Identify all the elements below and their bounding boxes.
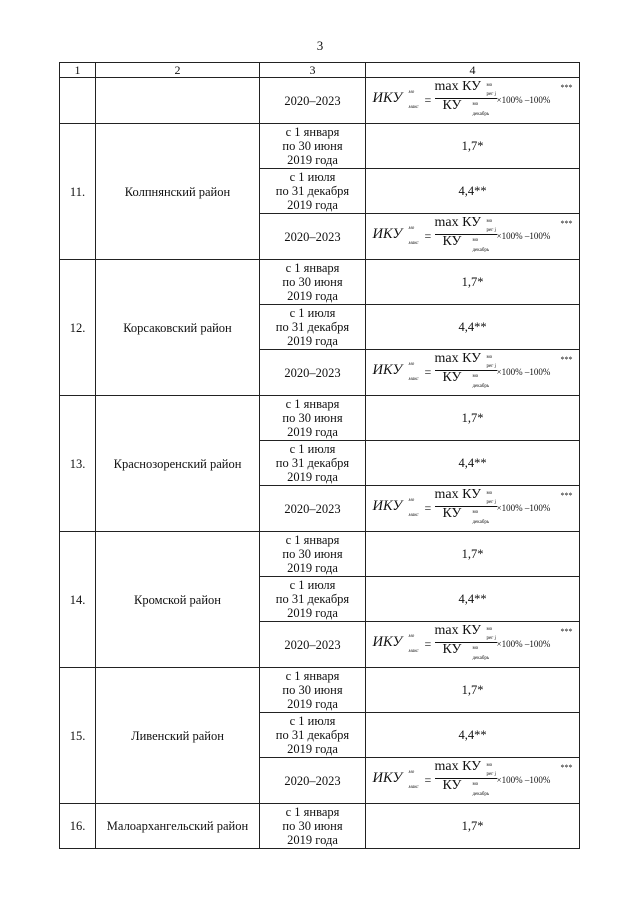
value-cell [366, 78, 580, 124]
value-cell [366, 622, 580, 668]
period-line: с 1 июля [289, 170, 336, 184]
formula-lhs-sup: мо [408, 362, 415, 367]
header-cell: 1 [60, 63, 96, 78]
table-row [60, 804, 580, 849]
formula-numerator-sub: рег j [486, 636, 496, 641]
period-cell [260, 260, 366, 305]
formula-numerator-sub: рег j [486, 500, 496, 505]
formula-denominator-sub: декабрь [472, 248, 490, 253]
table-row [60, 124, 580, 169]
period-line: по 31 декабря [275, 320, 350, 334]
formula-lhs-sub: макс [408, 241, 419, 246]
period-line: по 30 июня [282, 547, 343, 561]
period-line: 2019 года [287, 833, 338, 847]
period-cell [260, 713, 366, 758]
district-name-cell: Колпнянский район [96, 124, 260, 260]
formula-lhs-sup: мо [408, 90, 415, 95]
period-line: 2019 года [287, 198, 338, 212]
formula-denominator-sub: декабрь [472, 656, 490, 661]
formula-lhs: ИКУ [372, 226, 403, 242]
period-line: 2019 года [287, 425, 338, 439]
formula-numerator-sup: мо [486, 763, 493, 768]
district-name-cell [96, 78, 260, 124]
formula-equals: = [424, 93, 432, 107]
formula-numerator-sup: мо [486, 627, 493, 632]
tariff-table [59, 62, 580, 849]
formula-lhs-sub: макс [408, 105, 419, 110]
period-line: по 30 июня [282, 139, 343, 153]
formula-lhs-sup: мо [408, 498, 415, 503]
period-cell [260, 396, 366, 441]
index-formula [369, 351, 577, 391]
row-number-cell: 11. [60, 124, 96, 260]
period-line: 2019 года [287, 153, 338, 167]
period-cell [260, 532, 366, 577]
formula-denominator: КУ [442, 370, 462, 385]
value-cell: 1,7* [366, 804, 580, 849]
formula-denominator-sub: декабрь [472, 112, 490, 117]
value-cell: 4,4** [366, 577, 580, 622]
formula-footnote-mark: *** [560, 355, 573, 364]
period-cell: 2020–2023 [260, 758, 366, 804]
period-cell [260, 124, 366, 169]
period-line: 2019 года [287, 561, 338, 575]
value-cell: 1,7* [366, 260, 580, 305]
formula-equals: = [424, 501, 432, 515]
formula-tail: ×100% –100% [496, 503, 551, 513]
period-cell: 2020–2023 [260, 78, 366, 124]
formula-denominator-sub: декабрь [472, 792, 490, 797]
formula-denominator-sub: декабрь [472, 384, 490, 389]
period-line: по 31 декабря [275, 592, 350, 606]
period-cell: 2020–2023 [260, 622, 366, 668]
period-cell [260, 305, 366, 350]
formula-denominator-sub: декабрь [472, 520, 490, 525]
formula-denominator-sup: мо [472, 238, 479, 243]
formula-numerator-sup: мо [486, 491, 493, 496]
formula-footnote-mark: *** [560, 491, 573, 500]
period-line: с 1 января [285, 261, 340, 275]
header-cell: 3 [260, 63, 366, 78]
formula-numerator-sup: мо [486, 355, 493, 360]
value-cell [366, 758, 580, 804]
period-cell [260, 668, 366, 713]
index-formula [369, 215, 577, 255]
formula-lhs-sup: мо [408, 226, 415, 231]
formula-numerator: max КУ [434, 351, 482, 366]
formula-lhs-sub: макс [408, 513, 419, 518]
period-cell [260, 169, 366, 214]
period-line: по 30 июня [282, 411, 343, 425]
value-cell: 4,4** [366, 713, 580, 758]
period-line: по 30 июня [282, 819, 343, 833]
table-row [60, 668, 580, 713]
row-number-cell [60, 78, 96, 124]
formula-tail: ×100% –100% [496, 95, 551, 105]
period-line: с 1 июля [289, 714, 336, 728]
period-line: с 1 января [285, 125, 340, 139]
formula-tail: ×100% –100% [496, 231, 551, 241]
formula-lhs-sup: мо [408, 634, 415, 639]
index-formula [369, 759, 577, 799]
header-row [60, 63, 580, 78]
formula-tail: ×100% –100% [496, 775, 551, 785]
table-row [60, 396, 580, 441]
period-line: с 1 января [285, 397, 340, 411]
row-number-cell: 12. [60, 260, 96, 396]
period-cell: 2020–2023 [260, 486, 366, 532]
period-line: с 1 января [285, 669, 340, 683]
page-number: 3 [316, 38, 324, 53]
formula-equals: = [424, 365, 432, 379]
formula-denominator: КУ [442, 778, 462, 793]
row-number-cell: 16. [60, 804, 96, 849]
formula-equals: = [424, 637, 432, 651]
district-name-cell: Кромской район [96, 532, 260, 668]
value-cell: 1,7* [366, 124, 580, 169]
period-cell [260, 804, 366, 849]
formula-lhs: ИКУ [372, 90, 403, 106]
value-cell: 1,7* [366, 532, 580, 577]
formula-numerator: max КУ [434, 759, 482, 774]
formula-lhs: ИКУ [372, 498, 403, 514]
formula-numerator: max КУ [434, 79, 482, 94]
formula-denominator: КУ [442, 234, 462, 249]
formula-footnote-mark: *** [560, 627, 573, 636]
period-line: 2019 года [287, 742, 338, 756]
formula-equals: = [424, 773, 432, 787]
district-name-cell: Ливенский район [96, 668, 260, 804]
formula-tail: ×100% –100% [496, 367, 551, 377]
formula-denominator-sup: мо [472, 102, 479, 107]
value-cell: 1,7* [366, 668, 580, 713]
period-line: по 30 июня [282, 275, 343, 289]
period-line: с 1 июля [289, 442, 336, 456]
formula-numerator-sub: рег j [486, 92, 496, 97]
index-formula [369, 487, 577, 527]
district-name-cell: Малоархангельский район [96, 804, 260, 849]
value-cell: 4,4** [366, 441, 580, 486]
formula-numerator-sup: мо [486, 219, 493, 224]
value-cell: 4,4** [366, 305, 580, 350]
table-row [60, 260, 580, 305]
formula-footnote-mark: *** [560, 763, 573, 772]
formula-numerator-sub: рег j [486, 772, 496, 777]
period-line: по 31 декабря [275, 728, 350, 742]
period-line: 2019 года [287, 697, 338, 711]
formula-numerator: max КУ [434, 215, 482, 230]
row-number-cell: 13. [60, 396, 96, 532]
row-number-cell: 14. [60, 532, 96, 668]
period-cell: 2020–2023 [260, 214, 366, 260]
formula-numerator: max КУ [434, 487, 482, 502]
table-row [60, 78, 580, 124]
formula-denominator-sup: мо [472, 374, 479, 379]
formula-numerator: max КУ [434, 623, 482, 638]
period-line: 2019 года [287, 470, 338, 484]
district-name-cell: Краснозоренский район [96, 396, 260, 532]
period-line: с 1 января [285, 533, 340, 547]
formula-lhs: ИКУ [372, 634, 403, 650]
value-cell [366, 214, 580, 260]
period-line: по 31 декабря [275, 184, 350, 198]
header-cell: 4 [366, 63, 580, 78]
formula-lhs-sub: макс [408, 649, 419, 654]
value-cell [366, 350, 580, 396]
period-line: по 30 июня [282, 683, 343, 697]
table-row [60, 532, 580, 577]
value-cell: 4,4** [366, 169, 580, 214]
formula-tail: ×100% –100% [496, 639, 551, 649]
period-line: 2019 года [287, 334, 338, 348]
formula-denominator: КУ [442, 506, 462, 521]
index-formula [369, 623, 577, 663]
formula-footnote-mark: *** [560, 219, 573, 228]
formula-denominator-sup: мо [472, 782, 479, 787]
period-line: с 1 июля [289, 578, 336, 592]
formula-lhs: ИКУ [372, 770, 403, 786]
formula-footnote-mark: *** [560, 83, 573, 92]
period-line: с 1 июля [289, 306, 336, 320]
formula-denominator-sup: мо [472, 510, 479, 515]
value-cell [366, 486, 580, 532]
row-number-cell: 15. [60, 668, 96, 804]
district-name-cell: Корсаковский район [96, 260, 260, 396]
formula-lhs: ИКУ [372, 362, 403, 378]
formula-equals: = [424, 229, 432, 243]
period-line: 2019 года [287, 289, 338, 303]
formula-denominator-sup: мо [472, 646, 479, 651]
value-cell: 1,7* [366, 396, 580, 441]
period-line: с 1 января [285, 805, 340, 819]
formula-lhs-sup: мо [408, 770, 415, 775]
period-line: 2019 года [287, 606, 338, 620]
formula-lhs-sub: макс [408, 377, 419, 382]
formula-numerator-sub: рег j [486, 228, 496, 233]
index-formula [369, 79, 577, 119]
formula-lhs-sub: макс [408, 785, 419, 790]
period-line: по 31 декабря [275, 456, 350, 470]
period-cell [260, 577, 366, 622]
formula-denominator: КУ [442, 98, 462, 113]
period-cell [260, 441, 366, 486]
formula-numerator-sub: рег j [486, 364, 496, 369]
formula-denominator: КУ [442, 642, 462, 657]
header-cell: 2 [96, 63, 260, 78]
formula-numerator-sup: мо [486, 83, 493, 88]
period-cell: 2020–2023 [260, 350, 366, 396]
